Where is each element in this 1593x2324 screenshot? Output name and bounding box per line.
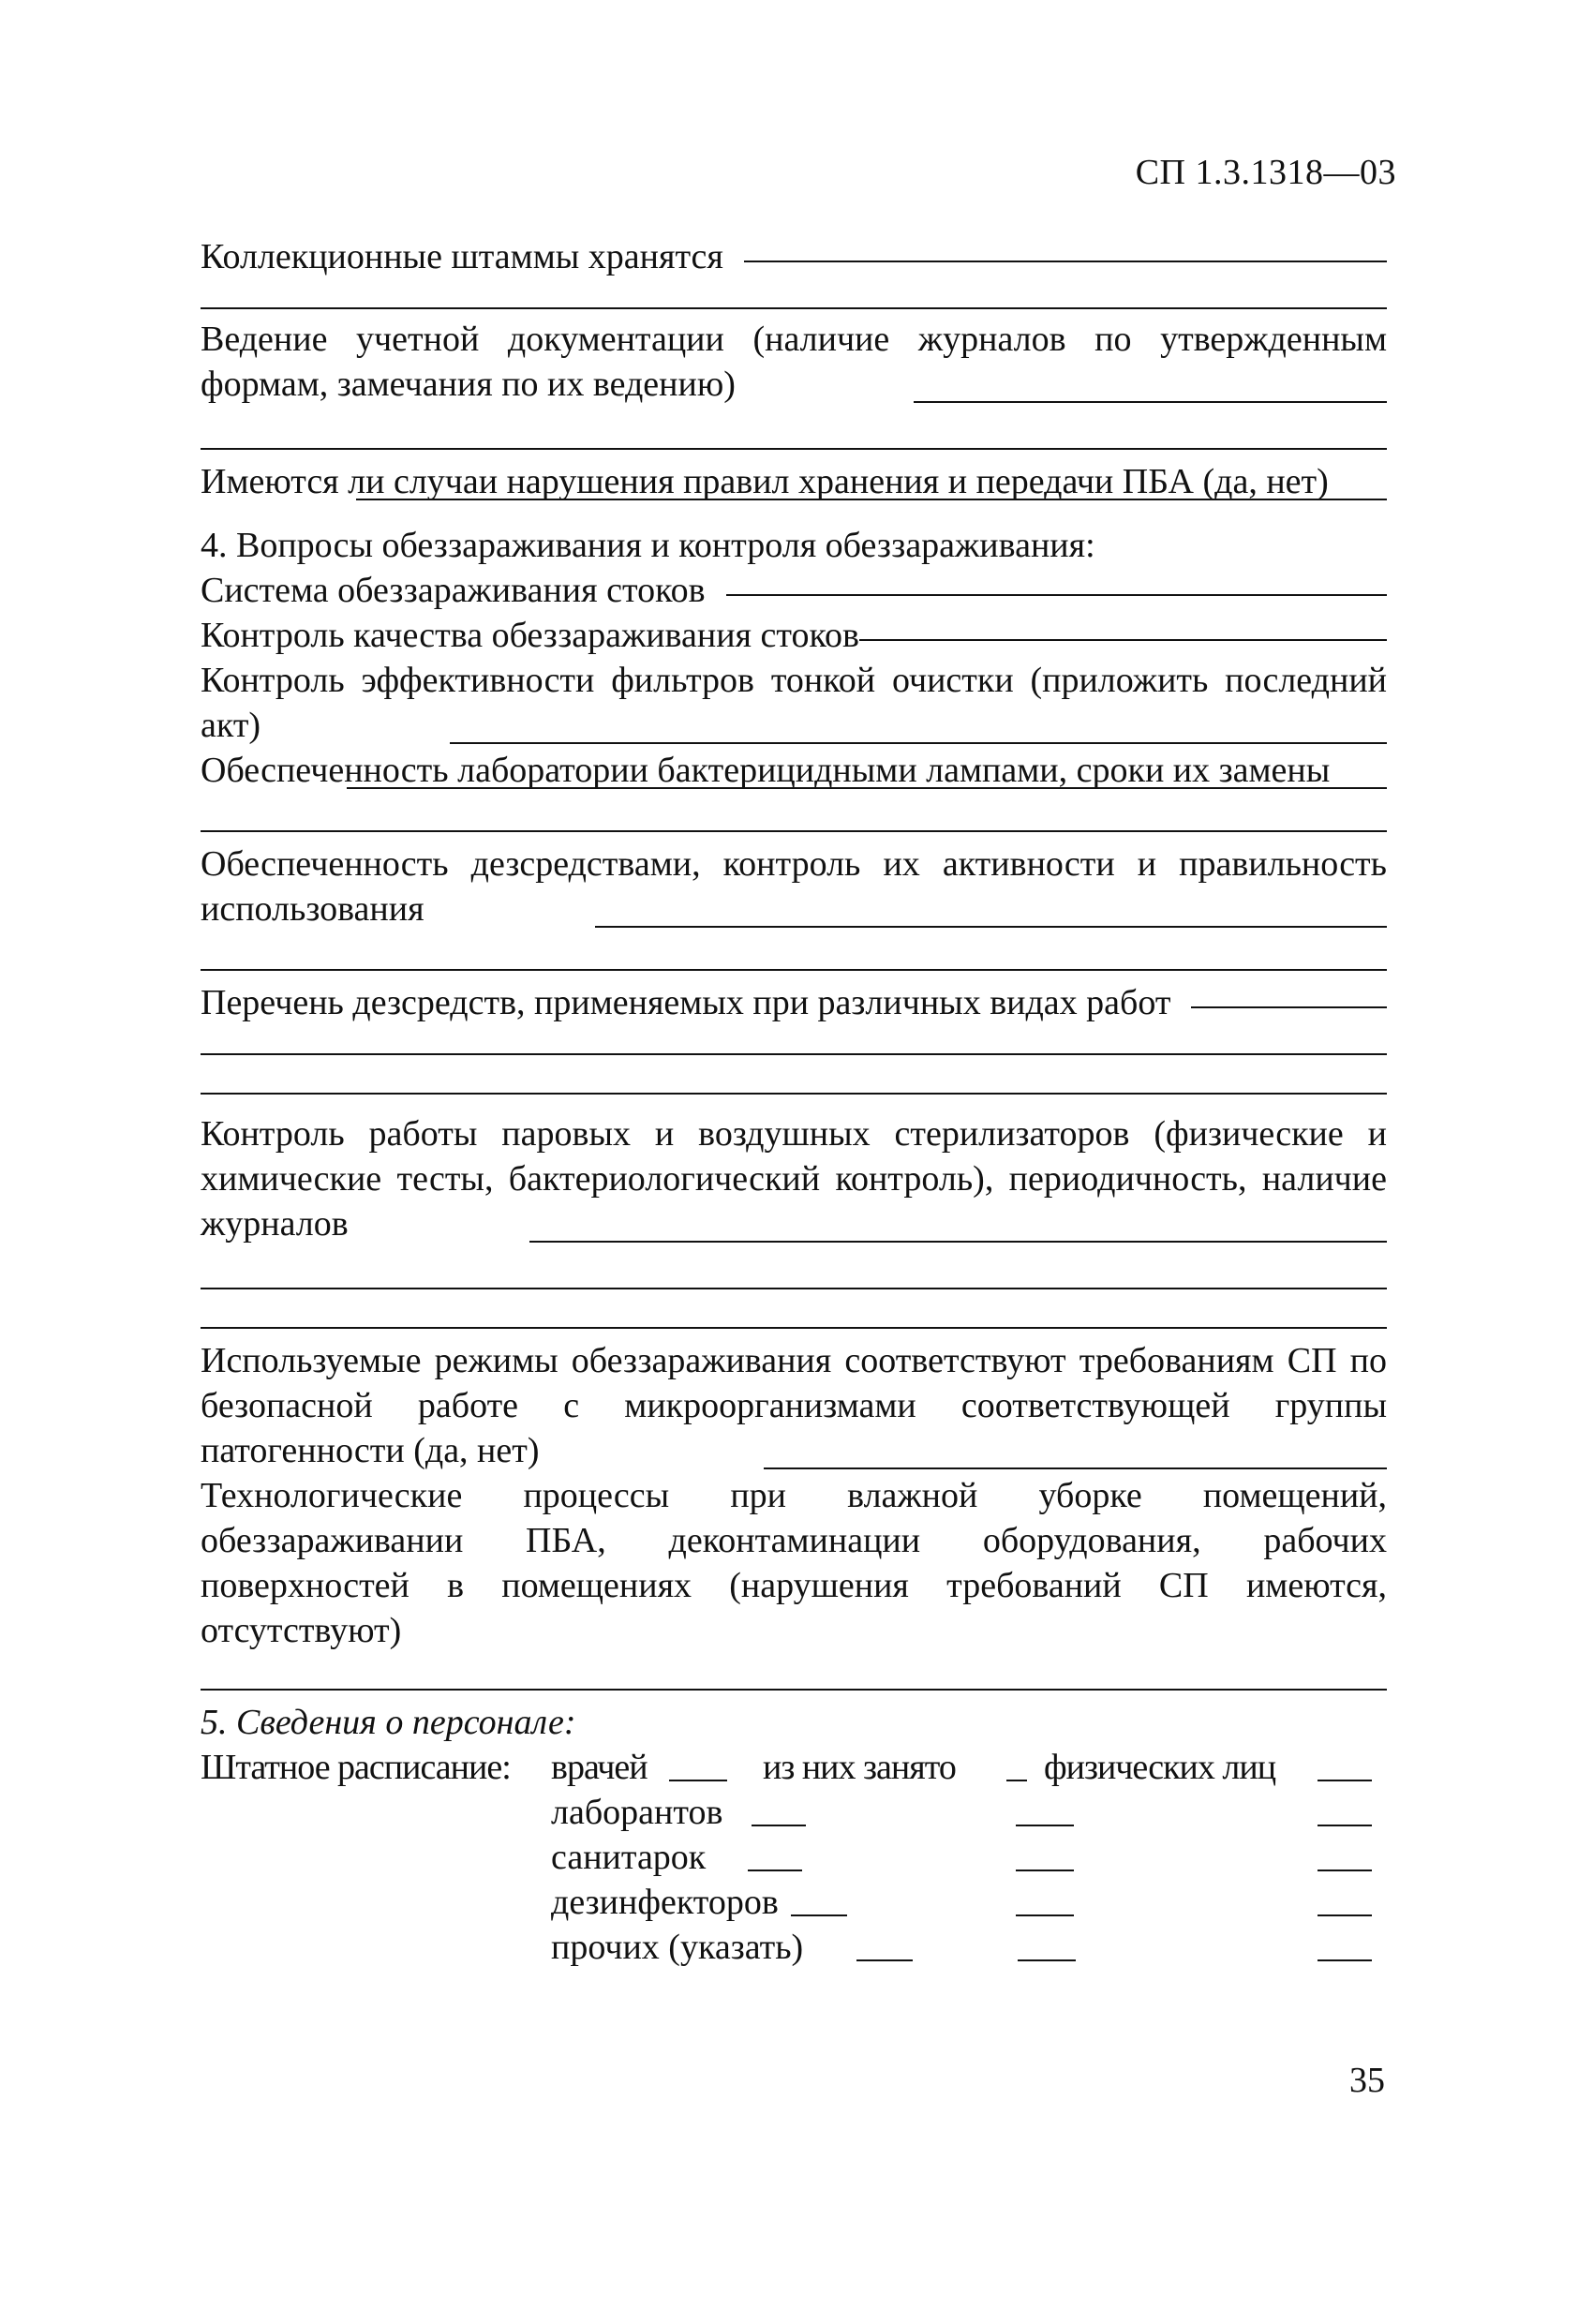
- fill-line[interactable]: [529, 1209, 1387, 1243]
- section-4-title: 4. Вопросы обеззараживания и контроля обеззараживания:: [201, 526, 1095, 565]
- fill-line[interactable]: [201, 931, 1387, 971]
- persons-line[interactable]: [1318, 1869, 1372, 1871]
- occupied-line[interactable]: [1016, 1914, 1074, 1916]
- field-sterilizers-line-wrap: [201, 1209, 1387, 1246]
- persons-line[interactable]: [1318, 1914, 1372, 1916]
- fill-line[interactable]: [201, 1025, 1387, 1055]
- occupied-line[interactable]: [1006, 1779, 1027, 1781]
- occupied-line[interactable]: [1018, 1959, 1076, 1961]
- count-line[interactable]: [669, 1779, 727, 1781]
- fill-line[interactable]: [201, 279, 1387, 309]
- fill-line[interactable]: [201, 793, 1387, 832]
- fill-line[interactable]: [201, 1065, 1387, 1095]
- field-wastewater-system: [201, 568, 1387, 613]
- field-sterilizers-text: Контроль работы паровых и воздушных стерилизаторов (физические и химические тесты, бактериологический контроль), периодичность, наличие журналов: [201, 1114, 1387, 1244]
- fill-line[interactable]: [201, 1653, 1387, 1691]
- staff-row: [201, 1745, 1387, 1790]
- fill-line[interactable]: [764, 1436, 1387, 1469]
- fill-line[interactable]: [347, 755, 1387, 789]
- field-label: Контроль качества обеззараживания стоков: [201, 616, 859, 655]
- page-number: 35: [1349, 2061, 1385, 2100]
- staff-row: [201, 1835, 1387, 1880]
- field-disinfectant-list: [201, 980, 1387, 1025]
- field-filters-line-wrap: [201, 710, 1387, 748]
- count-line[interactable]: [791, 1914, 847, 1916]
- field-records-text: Ведение учетной документации (наличие журналов по утвержденным формам, замечания по их ведению): [201, 320, 1387, 404]
- field-wastewater-control: [201, 613, 1387, 658]
- count-line[interactable]: [748, 1869, 802, 1871]
- field-violations-text: Имеются ли случаи нарушения правил хранения и передачи ПБА (да, нет): [201, 462, 1329, 501]
- persons-line[interactable]: [1318, 1959, 1372, 1961]
- field-disinfectants-text: Обеспеченность дезсредствами, контроль их активности и правильность использования: [201, 844, 1387, 929]
- staff-role: лаборантов: [551, 1793, 723, 1832]
- section-5-title: 5. Сведения о персонале:: [201, 1703, 576, 1742]
- count-line[interactable]: [752, 1824, 806, 1826]
- field-strains: [201, 234, 1387, 279]
- field-processes-text: Технологические процессы при влажной уборке помещений, обеззараживании ПБА, деконтаминации оборудования, рабочих поверхностей в помещениях (нарушения требований СП имеются, отсутствуют): [201, 1476, 1387, 1650]
- persons-line[interactable]: [1318, 1779, 1372, 1781]
- occupied-line[interactable]: [1016, 1869, 1074, 1871]
- staff-row: [201, 1790, 1387, 1835]
- fill-line[interactable]: [201, 1246, 1387, 1289]
- count-line[interactable]: [856, 1959, 913, 1961]
- field-modes-text: Используемые режимы обеззараживания соответствуют требованиям СП по безопасной работе с микроорганизмами соответствующей группы патогенности (да, нет): [201, 1341, 1387, 1470]
- fill-line[interactable]: [914, 369, 1387, 403]
- fill-line[interactable]: [726, 593, 1387, 596]
- field-filters-text: Контроль эффективности фильтров тонкой очистки (приложить последний акт): [201, 661, 1387, 745]
- staff-row: [201, 1925, 1387, 1970]
- field-label: Коллекционные штаммы хранятся: [201, 237, 723, 276]
- fill-line[interactable]: [744, 260, 1387, 262]
- fill-line[interactable]: [201, 407, 1387, 450]
- staff-role: прочих (указать): [551, 1928, 804, 1967]
- col-occupied-label: из них занято: [763, 1748, 956, 1787]
- staff-row: [201, 1880, 1387, 1925]
- fill-line[interactable]: [356, 467, 1387, 500]
- field-label: Система обеззараживания стоков: [201, 571, 706, 610]
- staff-role: врачей: [551, 1748, 648, 1787]
- field-label: Перечень дезсредств, применяемых при различных видах работ: [201, 983, 1171, 1022]
- col-persons-label: физических лиц: [1044, 1748, 1276, 1787]
- persons-line[interactable]: [1318, 1824, 1372, 1826]
- occupied-line[interactable]: [1016, 1824, 1074, 1826]
- staffing-label: Штатное расписание:: [201, 1748, 511, 1787]
- field-lamps-line-wrap: [201, 755, 1387, 793]
- staff-role: санитарок: [551, 1838, 707, 1877]
- field-lamps-text: Обеспеченность лаборатории бактерицидными лампами, сроки их замены: [201, 751, 1331, 790]
- doc-code: СП 1.3.1318—03: [1135, 153, 1396, 192]
- staff-role: дезинфекторов: [551, 1883, 779, 1922]
- fill-line[interactable]: [1191, 1006, 1387, 1008]
- field-violations-line-wrap: [201, 467, 1387, 504]
- fill-line[interactable]: [201, 1299, 1387, 1329]
- form-content: [201, 234, 1387, 1970]
- fill-line[interactable]: [450, 710, 1387, 744]
- fill-line[interactable]: [859, 638, 1387, 641]
- fill-line[interactable]: [595, 894, 1387, 928]
